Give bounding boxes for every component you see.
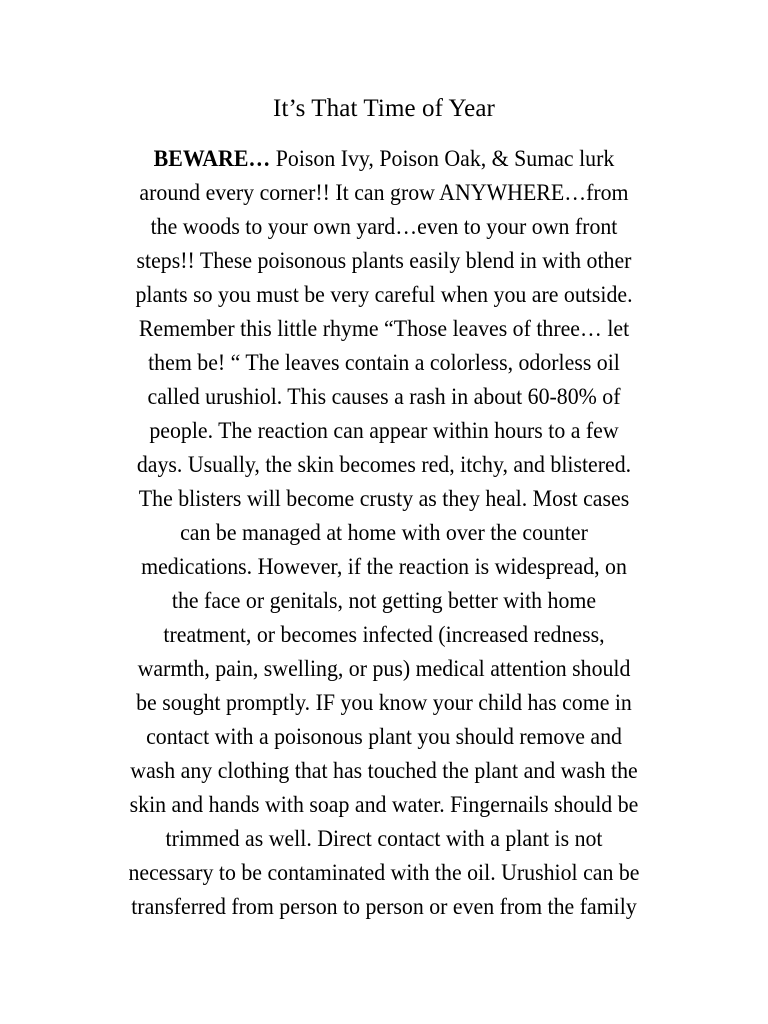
body-line: plants so you must be very careful when you are outside. — [135, 282, 633, 308]
body-line: warmth, pain, swelling, or pus) medical attention should — [137, 656, 631, 682]
body-line: treatment, or becomes infected (increased redness, — [163, 622, 605, 648]
body-line: medications. However, if the reaction is widespread, on — [141, 554, 627, 580]
body-line: the woods to your own yard…even to your own front — [150, 214, 618, 240]
body-line: trimmed as well. Direct contact with a plant is not — [165, 826, 603, 852]
page-title: It’s That Time of Year — [273, 95, 495, 122]
body-line-1 — [27, 142, 741, 176]
body-line: wash any clothing that has touched the plant and wash the — [130, 758, 638, 784]
beware-lead: BEWARE… — [153, 146, 271, 172]
body-line: transferred from person to person or even from the family — [131, 894, 637, 920]
body-line: the face or genitals, not getting better with home — [171, 588, 597, 614]
body-line-1-text: Poison Ivy, Poison Oak, & Sumac lurk — [270, 146, 615, 172]
body-line: Remember this little rhyme “Those leaves of three… let — [138, 316, 630, 342]
body-line: necessary to be contaminated with the oil. Urushiol can be — [128, 860, 640, 886]
body-line: steps!! These poisonous plants easily blend in with other — [136, 248, 632, 274]
body-line: skin and hands with soap and water. Fingernails should be — [129, 792, 639, 818]
body-line: around every corner!! It can grow ANYWHERE…from — [139, 180, 629, 206]
body-line: contact with a poisonous plant you should remove and — [146, 724, 622, 750]
body-line: days. Usually, the skin becomes red, itchy, and blistered. — [136, 452, 632, 478]
body-line: them be! “ The leaves contain a colorless, odorless oil — [148, 350, 620, 376]
body-line: called urushiol. This causes a rash in about 60-80% of — [147, 384, 621, 410]
body-line: can be managed at home with over the counter — [180, 520, 588, 546]
body-line: The blisters will become crusty as they heal. Most cases — [138, 486, 630, 512]
body-line: be sought promptly. IF you know your child has come in — [136, 690, 632, 716]
article-body — [0, 142, 768, 924]
body-line: people. The reaction can appear within hours to a few — [149, 418, 619, 444]
